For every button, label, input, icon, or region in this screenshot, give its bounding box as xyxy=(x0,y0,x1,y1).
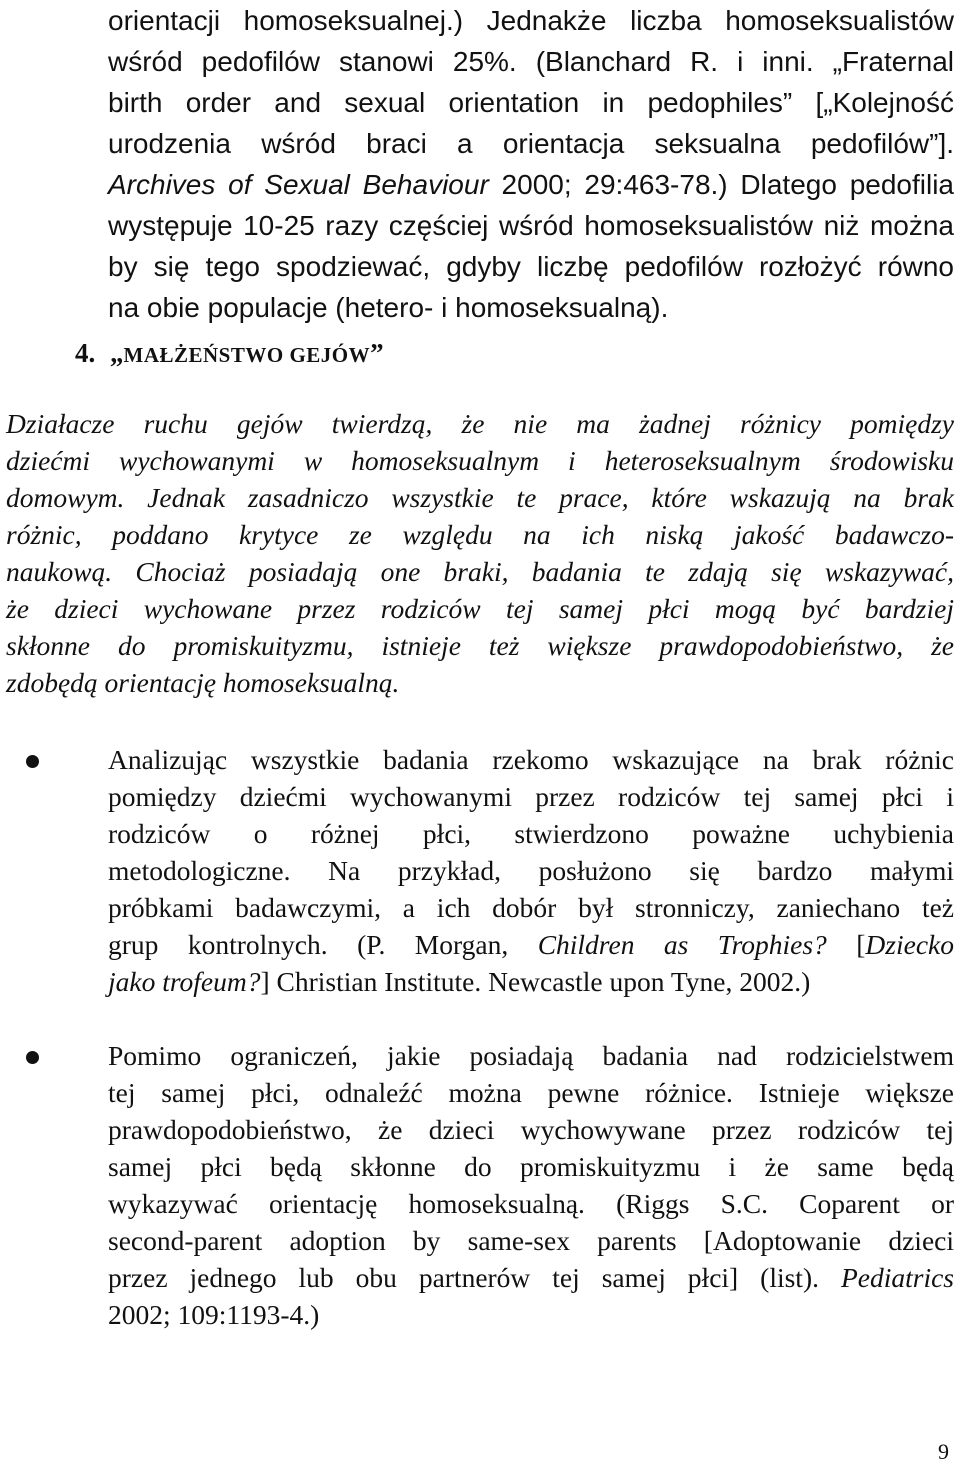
text-line: rodziców o różnej płci, stwierdzono poważne uchybienia xyxy=(108,818,954,849)
bullet-icon xyxy=(26,1051,39,1064)
text-line: samej płci będą skłonne do promiskuityzmu i że same będą xyxy=(108,1151,954,1182)
book-title: Children as Trophies? xyxy=(537,929,827,960)
citation-text: 2000; 29:463-78.) Dlatego pedofilia xyxy=(488,169,954,200)
text-line: prawdopodobieństwo, że dzieci wychowywane przez rodziców tej xyxy=(108,1114,954,1145)
page-number: 9 xyxy=(938,1439,949,1464)
citation-text: grup kontrolnych. (P. Morgan, xyxy=(108,929,538,960)
section-number: 4. xyxy=(75,338,96,368)
bullet-icon xyxy=(26,755,39,768)
text-line: tej samej płci, odnaleźć można pewne różnice. Istnieje większe xyxy=(108,1077,954,1108)
journal-title: Archives of Sexual Behaviour xyxy=(108,169,489,200)
text-line: dziećmi wychowanymi w homoseksualnym i heteroseksualnym środowisku xyxy=(6,445,954,476)
text-line: second-parent adoption by same-sex parents [Adoptowanie dzieci xyxy=(108,1225,954,1256)
citation-text: [ xyxy=(826,929,866,960)
text-line xyxy=(108,963,954,1000)
citation-text: przez jednego lub obu partnerów tej samej płci] (list). xyxy=(108,1262,841,1293)
text-line: by się tego spodziewać, gdyby liczbę pedofilów rozłożyć równo xyxy=(108,251,954,282)
opening-quote: „ xyxy=(110,338,124,368)
top-paragraph xyxy=(108,0,954,328)
text-line: próbkami badawczymi, a ich dobór był stronniczy, zaniechano też xyxy=(108,892,954,923)
text-line: wykazywać orientację homoseksualną. (Riggs S.C. Coparent or xyxy=(108,1188,954,1219)
text-line: Pomimo ograniczeń, jakie posiadają badania nad rodzicielstwem xyxy=(108,1040,954,1071)
text-line: że dzieci wychowane przez rodziców tej samej płci mogą być bardziej xyxy=(6,593,954,624)
text-line: różnic, poddano krytyce ze względu na ich niską jakość badawczo- xyxy=(6,519,954,550)
closing-quote: ” xyxy=(370,338,384,368)
section-heading xyxy=(75,333,384,375)
text-line: naukową. Chociaż posiadają one braki, badania te zdają się wskazywać, xyxy=(6,556,954,587)
text-line: orientacji homoseksualnej.) Jednakże liczba homoseksualistów xyxy=(108,5,954,36)
bullet-item xyxy=(0,1037,960,1337)
bullet-text xyxy=(108,1037,954,1333)
text-line: domowym. Jednak zasadniczo wszystkie te prace, które wskazują na brak xyxy=(6,482,954,513)
text-line: 2002; 109:1193-4.) xyxy=(108,1299,320,1330)
text-line xyxy=(108,1259,954,1296)
citation-text: ] Christian Institute. Newcastle upon Tyne, 2002.) xyxy=(260,966,811,997)
text-line: zdobędą orientację homoseksualną. xyxy=(6,667,400,698)
text-line: urodzenia wśród braci a orientacja seksualna pedofilów”]. xyxy=(108,128,954,159)
text-line: na obie populacje (hetero- i homoseksualną). xyxy=(108,292,669,323)
text-line: wśród pedofilów stanowi 25%. (Blanchard R. i inni. „Fraternal xyxy=(108,46,954,77)
italic-paragraph xyxy=(6,405,954,701)
section-title: MAŁŻEŃSTWO GEJÓW xyxy=(123,343,371,367)
bullet-item xyxy=(0,741,960,1041)
text-line xyxy=(108,926,954,963)
text-line xyxy=(108,164,954,205)
journal-title: Pediatrics xyxy=(840,1262,954,1293)
translated-title: jako trofeum? xyxy=(108,966,261,997)
text-line: Analizując wszystkie badania rzekomo wskazujące na brak różnic xyxy=(108,744,954,775)
bullet-text xyxy=(108,741,954,1000)
text-line: metodologiczne. Na przykład, posłużono się bardzo małymi xyxy=(108,855,954,886)
text-line: Działacze ruchu gejów twierdzą, że nie ma żadnej różnicy pomiędzy xyxy=(6,408,954,439)
translated-title: Dziecko xyxy=(865,929,954,960)
text-line: birth order and sexual orientation in pedophiles” [„Kolejność xyxy=(108,87,954,118)
text-line: skłonne do promiskuityzmu, istnieje też większe prawdopodobieństwo, że xyxy=(6,630,954,661)
text-line: pomiędzy dziećmi wychowanymi przez rodziców tej samej płci i xyxy=(108,781,954,812)
text-line: występuje 10-25 razy częściej wśród homoseksualistów niż można xyxy=(108,210,954,241)
